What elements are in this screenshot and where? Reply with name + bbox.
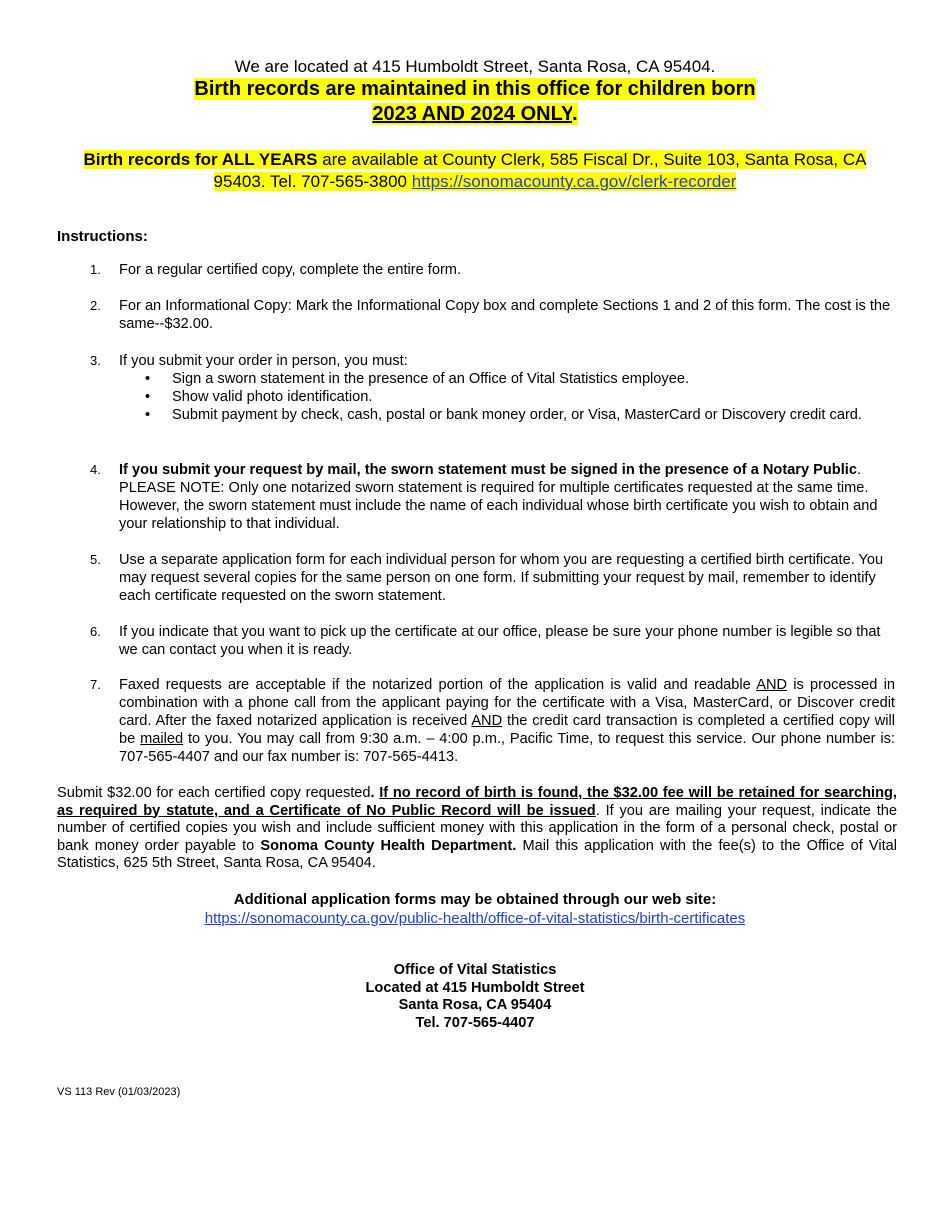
- instruction-item-6: [90, 623, 895, 659]
- all-years-bold: Birth records for ALL YEARS: [83, 150, 318, 169]
- office-address: Located at 415 Humboldt Street: [365, 979, 585, 996]
- all-years-text: are available at County Clerk, 585 Fiscal Dr., Suite 103, Santa Rosa, CA 95403. Tel. 707-565-3800: [213, 150, 867, 191]
- fee-text: Submit $32.00 for each certified copy requested: [57, 785, 371, 801]
- item-text: If you indicate that you want to pick up the certificate at our office, please be sure your phone number is legible so that we can contact you when it is ready.: [119, 624, 881, 658]
- instruction-item-7: [90, 676, 895, 766]
- mailed-emphasis: mailed: [140, 731, 184, 747]
- item-number: 3.: [90, 353, 101, 368]
- item-text: If you submit your order in person, you must:: [119, 353, 408, 369]
- fee-period: .: [370, 785, 380, 801]
- mail-notary-bold: If you submit your request by mail, the sworn statement must be signed in the presence of a Notary Public: [119, 462, 857, 478]
- additional-forms-title: Additional application forms may be obtained through our web site:: [233, 891, 717, 908]
- clerk-recorder-link[interactable]: https://sonomacounty.ca.gov/clerk-recorder: [411, 172, 737, 191]
- maintained-notice: [0, 77, 950, 127]
- item-number: 1.: [90, 262, 101, 277]
- and-emphasis: AND: [756, 677, 788, 693]
- and-emphasis: AND: [471, 713, 503, 729]
- item-text: . PLEASE NOTE: Only one notarized sworn statement is required for multiple certificates requested at the same time. However, the sworn statement must include the name of each individual whose birth certificate you wish to obtain and your relationship to that individual.: [119, 462, 878, 532]
- item-text: Use a separate application form for each individual person for whom you are requesting a certified birth certificate. You may request several copies for the same person on one form. If submitting your request by mail, remember to identify each certificate requested on the sworn statement.: [119, 552, 884, 604]
- item-text: is processed in combination with a phone call from the applicant paying for the certificate with a Visa, MasterCard, or Discover credit card. After the faxed notarized application is received: [119, 677, 895, 729]
- item-number: 5.: [90, 552, 101, 567]
- item-text: For an Informational Copy: Mark the Informational Copy box and complete Sections 1 and 2 of this form. The cost is the same--$32.00.: [119, 298, 891, 332]
- item-text: the credit card transaction is completed a certified copy will be: [119, 713, 895, 747]
- maintained-line1: Birth records are maintained in this office for children born: [194, 78, 756, 100]
- maintained-period: .: [572, 103, 578, 125]
- instruction-item-5: [90, 551, 895, 605]
- submit-fee-paragraph: [57, 785, 897, 873]
- bullet-item: • Sign a sworn statement in the presence of an Office of Vital Statistics employee.: [119, 370, 895, 388]
- item-number: 4.: [90, 462, 101, 477]
- bullet-item: • Show valid photo identification.: [119, 388, 895, 406]
- item-number: 7.: [90, 677, 101, 692]
- additional-forms: [0, 890, 950, 928]
- item-number: 2.: [90, 298, 101, 313]
- item-text: Faxed requests are acceptable if the notarized portion of the application is valid and readable: [119, 677, 757, 693]
- instruction-item-4: [90, 461, 895, 533]
- office-phone: Tel. 707-565-4407: [415, 1014, 535, 1031]
- in-person-requirements: [119, 370, 895, 424]
- mailing-address-text: Mail this application with the fee(s) to the Office of Vital Statistics, 625 5th Street, Santa Rosa, CA 95404.: [57, 837, 897, 871]
- office-contact-block: [0, 962, 950, 1032]
- instruction-item-2: [90, 297, 895, 333]
- instruction-item-3: [90, 352, 895, 424]
- bullet-item: • Submit payment by check, cash, postal or bank money order, or Visa, MasterCard or Discovery credit card.: [119, 406, 895, 424]
- maintained-years: 2023 AND 2024 ONLY: [372, 103, 573, 125]
- instructions-title: Instructions:: [57, 228, 148, 245]
- item-number: 6.: [90, 624, 101, 639]
- item-text: For a regular certified copy, complete the entire form.: [119, 262, 462, 278]
- birth-certificates-link[interactable]: https://sonomacounty.ca.gov/public-health/office-of-vital-statistics/birth-certificates: [204, 910, 746, 927]
- payee-name: Sonoma County Health Department.: [260, 837, 517, 854]
- instruction-item-1: [90, 261, 895, 279]
- office-location-line: We are located at 415 Humboldt Street, Santa Rosa, CA 95404.: [234, 57, 716, 76]
- office-name: Office of Vital Statistics: [393, 962, 557, 978]
- all-years-notice: [60, 149, 890, 193]
- item-text: to you. You may call from 9:30 a.m. – 4:00 p.m., Pacific Time, to request this service. Our phone number is: 707-565-4407 and our fax number is: 707-565-4413.: [119, 731, 895, 765]
- form-revision: VS 113 Rev (01/03/2023): [57, 1086, 181, 1098]
- no-record-notice: If no record of birth is found, the $32.00 fee will be retained for searching, as required by statute, and a Certificate of No Public Record will be issued: [57, 785, 897, 819]
- mailing-text: . If you are mailing your request, indicate the number of certified copies you wish and include sufficient money with this application in the form of a personal check, postal or bank money order payable to: [57, 802, 897, 854]
- office-city: Santa Rosa, CA 95404: [398, 997, 552, 1013]
